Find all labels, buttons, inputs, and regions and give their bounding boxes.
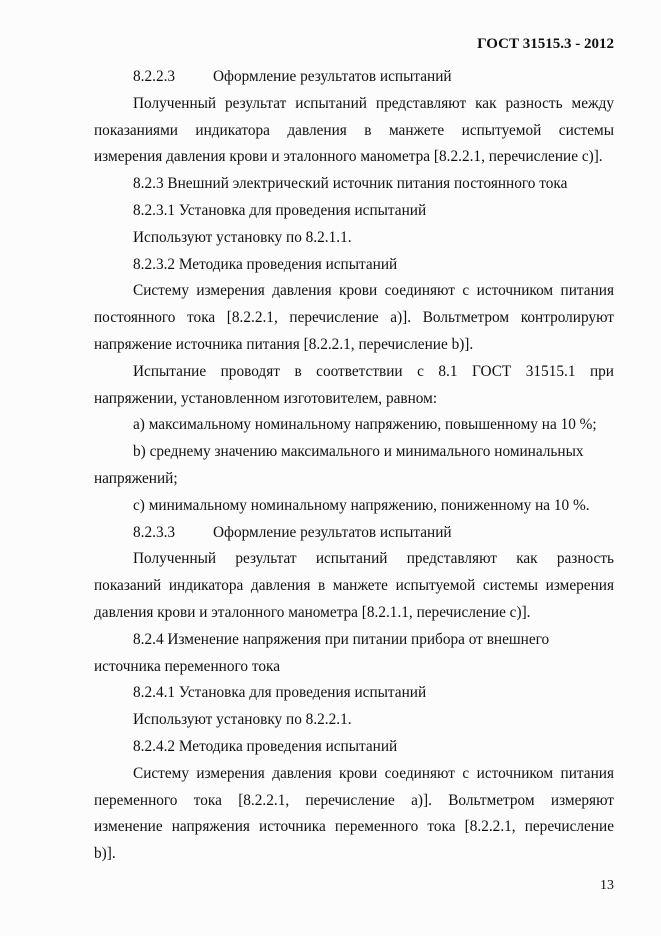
text-line: изменение напряжения источника переменного тока [8.2.2.1, перечисление <box>94 818 614 836</box>
list-item-continuation: напряжений; <box>94 470 178 487</box>
text-line: постоянного тока [8.2.2.1, перечисление а)]. Вольтметром контролируют <box>94 309 614 327</box>
text-line: Используют установку по 8.2.2.1. <box>133 711 352 729</box>
text-line: Используют установку по 8.2.1.1. <box>133 228 352 246</box>
list-item: с) минимальному номинальному напряжению, пониженному на 10 %. <box>133 496 590 514</box>
section-heading: 8.2.4 Изменение напряжения при питании прибора от внешнего <box>133 630 550 648</box>
section-title: Оформление результатов испытаний <box>213 523 452 541</box>
text-line: переменного тока [8.2.2.1, перечисление а)]. Вольтметром измеряют <box>94 791 614 809</box>
text-line: показаниями индикатора давления в манжете испытуемой системы <box>94 121 614 139</box>
section-number: 8.2.2.3 <box>133 68 176 85</box>
list-item: a) максимальному номинальному напряжению, повышенному на 10 %; <box>133 416 597 434</box>
page-number: 13 <box>600 878 614 893</box>
text-line: показаний индикатора давления в манжете испытуемой системы измерения <box>94 577 614 595</box>
section-heading <box>94 66 614 88</box>
list-item: b) среднему значению максимального и минимального номинальных <box>133 443 584 461</box>
document-header: ГОСТ 31515.3 - 2012 <box>477 36 614 52</box>
section-heading: 8.2.4.2 Методика проведения испытаний <box>133 738 398 755</box>
text-line: давления крови и эталонного манометра [8.2.1.1, перечисление с)]. <box>94 604 531 621</box>
text-line: b)]. <box>94 845 116 863</box>
text-line: Полученный результат испытаний представляют как разность <box>133 550 614 568</box>
section-heading: 8.2.3 Внешний электрический источник питания постоянного тока <box>133 175 568 193</box>
text-line: напряжение источника питания [8.2.2.1, перечисление b)]. <box>94 336 474 353</box>
section-heading-continuation: источника переменного тока <box>94 657 280 675</box>
text-line: Систему измерения давления крови соединяют с источником питания <box>133 764 614 782</box>
text-line: Испытание проводят в соответствии с 8.1 ГОСТ 31515.1 при <box>133 362 614 380</box>
section-number: 8.2.3.3 <box>133 523 176 541</box>
text-line: измерения давления крови и эталонного манометра [8.2.2.1, перечисление с)]. <box>94 148 603 166</box>
section-title: Оформление результатов испытаний <box>213 68 452 85</box>
section-heading: 8.2.3.2 Методика проведения испытаний <box>133 255 398 273</box>
section-heading: 8.2.4.1 Установка для проведения испытаний <box>133 684 427 702</box>
section-heading <box>94 522 614 544</box>
section-heading: 8.2.3.1 Установка для проведения испытаний <box>133 202 427 219</box>
text-line: Систему измерения давления крови соединяют с источником питания <box>133 282 614 300</box>
text-line: напряжении, установленном изготовителем, равном: <box>94 389 438 407</box>
text-line: Полученный результат испытаний представляют как разность между <box>133 94 614 112</box>
